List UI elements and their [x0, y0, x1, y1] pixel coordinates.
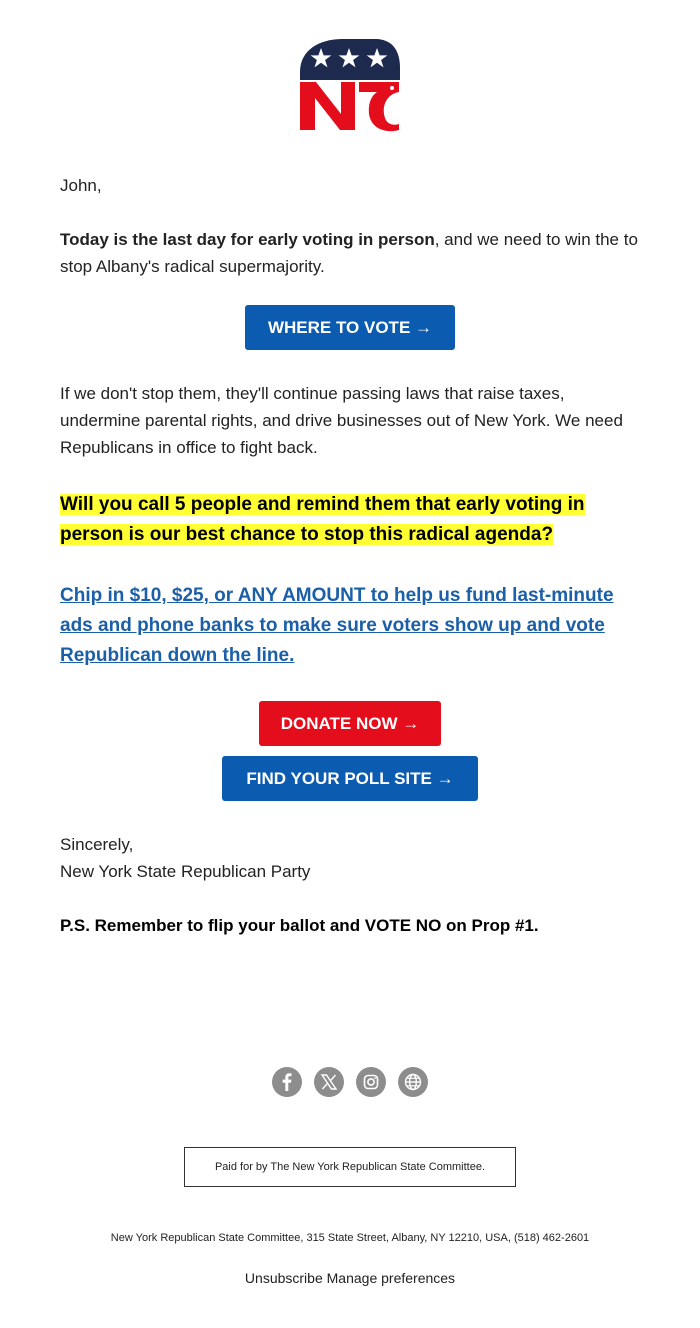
footer-address: New York Republican State Committee, 315 State Street, Albany, NY 12210, USA, (518) 462-2601 — [110, 1232, 590, 1244]
call-to-action-highlight — [60, 490, 640, 550]
instagram-icon — [356, 1067, 386, 1097]
instagram-link[interactable] — [356, 1067, 386, 1097]
body-paragraph: If we don't stop them, they'll continue passing laws that raise taxes, undermine parental rights, and drive businesses out of New York. We need Republicans in office to fight back. — [60, 384, 623, 457]
paid-for-disclaimer — [184, 1147, 516, 1187]
intro-paragraph — [60, 226, 640, 280]
facebook-link[interactable] — [272, 1067, 302, 1097]
intro-rest-text: , and we need to win the to stop Albany's radical supermajority. — [60, 230, 638, 276]
facebook-icon — [272, 1067, 302, 1097]
footer-links — [0, 1268, 700, 1288]
find-poll-site-button[interactable]: FIND YOUR POLL SITE → — [222, 756, 478, 801]
where-to-vote-button[interactable]: WHERE TO VOTE → — [245, 305, 455, 350]
website-link[interactable] — [398, 1067, 428, 1097]
signature-block — [60, 831, 640, 885]
paid-for-text: Paid for by The New York Republican State Committee. — [214, 1161, 486, 1173]
donate-paragraph — [60, 581, 640, 671]
signature: New York State Republican Party — [60, 862, 311, 881]
x-icon — [314, 1067, 344, 1097]
x-link[interactable] — [314, 1067, 344, 1097]
globe-icon — [398, 1067, 428, 1097]
unsubscribe-link[interactable]: Unsubscribe — [244, 1270, 323, 1286]
greeting: John, — [60, 176, 102, 195]
signoff: Sincerely, — [60, 835, 134, 854]
donate-now-button[interactable]: DONATE NOW → — [259, 701, 441, 746]
manage-preferences-link[interactable]: Manage preferences — [326, 1270, 456, 1286]
highlight-text: Will you call 5 people and remind them that early voting in person is our best chance to stop this radical agenda? — [60, 494, 585, 545]
nygop-logo — [299, 38, 401, 132]
nygop-elephant-logo-icon — [299, 38, 401, 132]
intro-bold-text: Today is the last day for early voting in person — [60, 230, 435, 249]
postscript: P.S. Remember to flip your ballot and VOTE NO on Prop #1. — [60, 916, 539, 935]
donate-link[interactable]: Chip in $10, $25, or ANY AMOUNT to help us fund last-minute ads and phone banks to make sure voters show up and vote Republican down the line. — [60, 585, 614, 666]
